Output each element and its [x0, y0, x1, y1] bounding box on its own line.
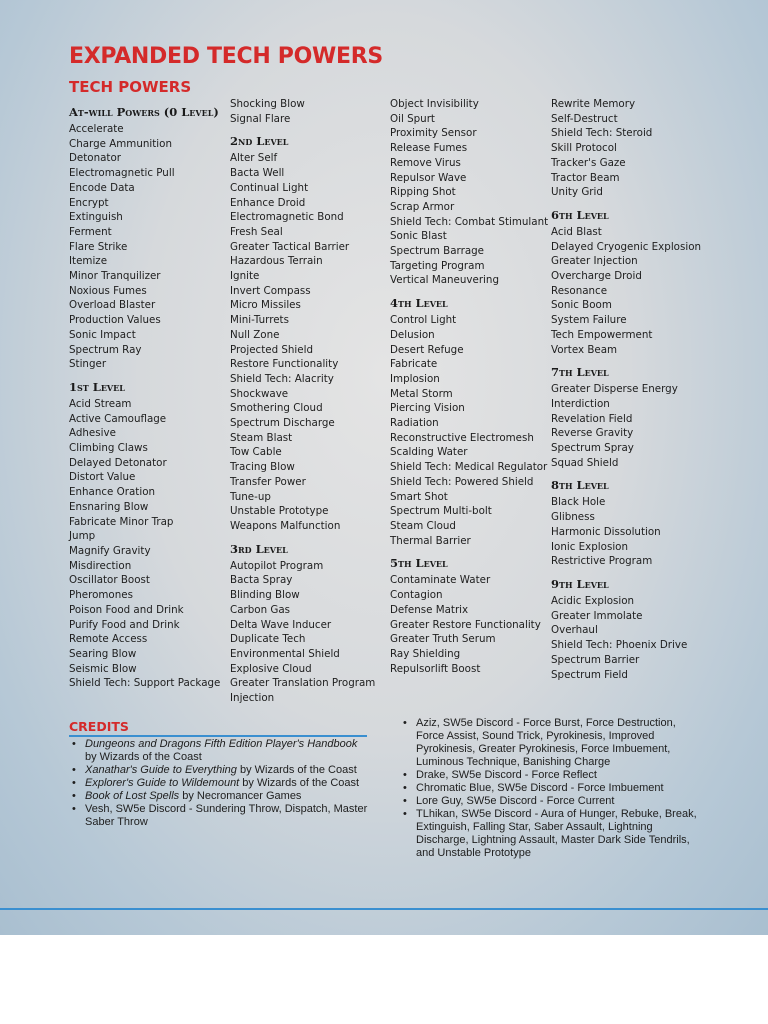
level-heading: 7th Level: [551, 365, 609, 380]
power-item: Environmental Shield: [230, 647, 340, 660]
power-item: Accelerate: [69, 123, 124, 135]
power-item: Skill Protocol: [551, 142, 617, 155]
credit-text: by Wizards of the Coast: [85, 751, 202, 763]
power-item: Reverse Gravity: [551, 427, 634, 440]
power-item: Spectrum Spray: [551, 442, 634, 455]
power-item: Weapons Malfunction: [230, 519, 341, 532]
power-item: Scalding Water: [390, 446, 468, 459]
power-item: Tech Empowerment: [551, 328, 653, 341]
powers-column-4: [551, 97, 711, 682]
power-item: Autopilot Program: [230, 559, 324, 572]
power-item: Noxious Fumes: [69, 284, 147, 297]
credit-item: • Aziz, SW5e Discord - Force Burst, Force Destruction, Force Assist, Sound Trick, Pyrokinesis, Improved Pyrokinesis, Greater Pyrokinesis, Force Imbuement, Luminous Technique, Banishing Charge: [400, 717, 700, 769]
power-list: [551, 495, 711, 569]
power-item: Encrypt: [69, 196, 109, 209]
power-item: Spectrum Ray: [69, 343, 142, 356]
power-item: Harmonic Dissolution: [551, 525, 661, 538]
power-item: Blinding Blow: [230, 589, 300, 602]
credit-text: by Wizards of the Coast: [236, 764, 357, 776]
power-item: Carbon Gas: [230, 603, 291, 616]
power-list: [69, 397, 229, 691]
power-item: Electromagnetic Pull: [69, 167, 175, 180]
power-item: Injection: [230, 692, 275, 705]
power-item: Greater Disperse Energy: [551, 383, 678, 396]
power-item: Fabricate Minor Trap: [69, 515, 174, 528]
credit-item: • TLhikan, SW5e Discord - Aura of Hunger, Rebuke, Break, Extinguish, Falling Star, Saber Assault, Lightning Discharge, Lightning Assault, Master Dark Side Tendrils, and Unstable Prototype: [400, 808, 700, 860]
power-item: Acid Blast: [551, 225, 602, 238]
power-item: Flare Strike: [69, 240, 128, 253]
power-item: Pheromones: [69, 589, 133, 602]
credit-item: • Drake, SW5e Discord - Force Reflect: [400, 769, 700, 782]
powers-column-3: [390, 97, 550, 676]
power-item: Shield Tech: Medical Regulator: [390, 461, 548, 474]
power-item: Vortex Beam: [551, 343, 618, 356]
power-item: Overhaul: [551, 624, 598, 637]
power-list: [551, 225, 711, 357]
power-item: Jump: [69, 530, 96, 543]
power-item: Metal Storm: [390, 387, 453, 400]
power-item: Misdirection: [69, 559, 132, 572]
credits-list-right: [400, 717, 700, 860]
power-item: Distort Value: [69, 471, 136, 484]
power-item: Remove Virus: [390, 156, 461, 169]
power-item: Signal Flare: [230, 112, 291, 125]
power-item: Glibness: [551, 511, 595, 524]
power-item: Greater Injection: [551, 255, 638, 268]
power-item: Overcharge Droid: [551, 270, 642, 283]
credit-text: by Necromancer Games: [179, 790, 302, 802]
power-item: Minor Tranquilizer: [69, 270, 161, 283]
power-item: Targeting Program: [390, 259, 485, 272]
power-list: [230, 151, 390, 533]
power-item: Alter Self: [230, 152, 278, 165]
power-item: Shield Tech: Alacrity: [230, 372, 334, 385]
credit-item: • Chromatic Blue, SW5e Discord - Force Imbuement: [400, 782, 700, 795]
credit-source-title: Book of Lost Spells: [85, 790, 180, 802]
power-item: Shield Tech: Phoenix Drive: [551, 639, 688, 652]
power-item: Hazardous Terrain: [230, 255, 323, 268]
power-item: Mini-Turrets: [230, 314, 289, 327]
credit-item: [69, 803, 369, 829]
level-heading: 2nd Level: [230, 134, 289, 149]
power-item: Oil Spurt: [390, 112, 435, 125]
power-item: Unity Grid: [551, 186, 603, 199]
credit-item: [69, 764, 369, 777]
power-item: Rewrite Memory: [551, 98, 636, 110]
credit-item: [69, 790, 369, 803]
power-item: Vertical Maneuvering: [390, 274, 499, 287]
power-item: Contagion: [390, 589, 443, 602]
document-title: EXPANDED TECH POWERS: [69, 44, 383, 69]
power-item: Continual Light: [230, 181, 309, 194]
power-item: Shield Tech: Powered Shield: [390, 475, 534, 488]
power-item: Sonic Impact: [69, 328, 136, 341]
power-list: [551, 382, 711, 470]
power-item: Production Values: [69, 314, 161, 327]
power-item: Itemize: [69, 255, 108, 268]
power-item: Reconstructive Electromesh: [390, 431, 534, 444]
level-heading: 6th Level: [551, 207, 609, 222]
credits-title: CREDITS: [69, 719, 367, 737]
power-item: Thermal Barrier: [390, 534, 471, 547]
power-item: Piercing Vision: [390, 402, 465, 415]
power-item: Oscillator Boost: [69, 574, 150, 587]
power-item: Active Camouflage: [69, 412, 167, 425]
power-item: Overload Blaster: [69, 299, 156, 312]
power-item: Adhesive: [69, 427, 116, 440]
credit-source-title: Xanathar's Guide to Everything: [85, 764, 237, 776]
power-item: Tune-up: [230, 490, 271, 503]
power-item: Release Fumes: [390, 142, 468, 155]
power-list: [390, 97, 550, 288]
power-item: Tracing Blow: [230, 461, 295, 474]
power-item: Null Zone: [230, 328, 280, 341]
power-item: Resonance: [551, 284, 608, 297]
power-item: Fabricate: [390, 358, 438, 371]
power-item: Remote Access: [69, 633, 148, 646]
power-item: Enhance Oration: [69, 486, 156, 499]
power-item: Enhance Droid: [230, 196, 306, 209]
bottom-divider: [0, 908, 768, 910]
power-item: Proximity Sensor: [390, 127, 477, 140]
power-item: Self-Destruct: [551, 112, 618, 125]
power-item: Radiation: [390, 417, 439, 430]
power-item: Greater Restore Functionality: [390, 618, 541, 631]
power-item: Stinger: [69, 358, 107, 371]
power-list: [230, 97, 390, 126]
credit-source-title: Dungeons and Dragons Fifth Edition Player's Handbook: [85, 738, 358, 750]
power-item: Spectrum Field: [551, 668, 628, 681]
level-heading: 9th Level: [551, 576, 609, 591]
power-item: Tow Cable: [230, 446, 282, 459]
power-item: Charge Ammunition: [69, 137, 172, 150]
power-item: Steam Cloud: [390, 519, 456, 532]
power-item: Delayed Cryogenic Explosion: [551, 240, 702, 253]
power-item: Object Invisibility: [390, 98, 479, 110]
level-heading: At-will Powers (0 Level): [69, 105, 219, 119]
credit-item: [69, 738, 369, 764]
power-item: Bacta Well: [230, 167, 285, 180]
power-list: [551, 97, 711, 200]
power-item: Spectrum Multi-bolt: [390, 505, 492, 518]
power-item: Climbing Claws: [69, 442, 148, 455]
section-title: TECH POWERS: [69, 78, 192, 96]
power-item: Shockwave: [230, 387, 289, 400]
power-item: Tractor Beam: [551, 171, 620, 184]
power-item: Ensnaring Blow: [69, 500, 149, 513]
power-item: Restrictive Program: [551, 555, 653, 568]
level-heading: 3rd Level: [230, 541, 288, 556]
power-item: Delusion: [390, 328, 435, 341]
power-item: Seismic Blow: [69, 662, 137, 675]
power-item: Greater Tactical Barrier: [230, 240, 350, 253]
power-item: Shield Tech: Steroid: [551, 127, 653, 140]
power-item: Ignite: [230, 270, 260, 283]
power-item: Scrap Armor: [390, 200, 455, 213]
powers-column-2: [230, 97, 390, 706]
power-item: Squad Shield: [551, 456, 619, 469]
power-item: Ripping Shot: [390, 186, 456, 199]
power-item: Purify Food and Drink: [69, 618, 180, 631]
power-item: System Failure: [551, 314, 627, 327]
power-item: Tracker's Gaze: [551, 156, 626, 169]
power-item: Repulsor Wave: [390, 171, 467, 184]
power-item: Spectrum Discharge: [230, 417, 335, 430]
level-heading: 8th Level: [551, 478, 609, 493]
power-item: Shield Tech: Combat Stimulant: [390, 215, 549, 228]
power-item: Shield Tech: Support Package: [69, 677, 221, 690]
power-item: Unstable Prototype: [230, 505, 329, 518]
powers-column-1: [69, 97, 229, 691]
power-item: Projected Shield: [230, 343, 314, 356]
power-list: [551, 594, 711, 682]
power-item: Black Hole: [551, 496, 606, 509]
power-item: Control Light: [390, 314, 457, 327]
credits-list-left: [69, 738, 369, 829]
power-item: Implosion: [390, 372, 440, 385]
credit-text: by Wizards of the Coast: [239, 777, 360, 789]
credit-item: • Lore Guy, SW5e Discord - Force Current: [400, 795, 700, 808]
power-item: Desert Refuge: [390, 343, 464, 356]
power-item: Acid Stream: [69, 397, 132, 410]
power-item: Spectrum Barrier: [551, 653, 640, 666]
level-heading: 4th Level: [390, 296, 448, 311]
level-heading: 5th Level: [390, 556, 448, 571]
power-item: Electromagnetic Bond: [230, 211, 344, 224]
power-item: Explosive Cloud: [230, 662, 312, 675]
power-item: Repulsorlift Boost: [390, 662, 481, 675]
power-item: Restore Functionality: [230, 358, 339, 371]
power-item: Fresh Seal: [230, 225, 283, 238]
power-item: Micro Missiles: [230, 299, 301, 312]
power-item: Detonator: [69, 152, 122, 165]
power-item: Delayed Detonator: [69, 456, 167, 469]
power-item: Acidic Explosion: [551, 594, 635, 607]
power-item: Smothering Cloud: [230, 402, 323, 415]
power-item: Greater Translation Program: [230, 677, 376, 690]
power-item: Greater Truth Serum: [390, 633, 496, 646]
power-item: Extinguish: [69, 211, 123, 224]
power-item: Sonic Boom: [551, 299, 612, 312]
power-item: Greater Immolate: [551, 609, 643, 622]
power-list: [390, 313, 550, 548]
power-item: Smart Shot: [390, 490, 448, 503]
power-item: Ray Shielding: [390, 647, 461, 660]
power-list: [69, 122, 229, 372]
power-item: Poison Food and Drink: [69, 603, 184, 616]
power-item: Magnify Gravity: [69, 544, 151, 557]
credit-text: Vesh, SW5e Discord - Sundering Throw, Dispatch, Master Saber Throw: [85, 803, 368, 828]
power-item: Invert Compass: [230, 284, 311, 297]
credit-item: [69, 777, 369, 790]
power-item: Ferment: [69, 225, 112, 238]
power-item: Delta Wave Inducer: [230, 618, 332, 631]
power-list: [390, 573, 550, 676]
power-item: Encode Data: [69, 181, 135, 194]
power-item: Duplicate Tech: [230, 633, 306, 646]
power-item: Ionic Explosion: [551, 540, 629, 553]
power-item: Bacta Spray: [230, 574, 293, 587]
power-item: Searing Blow: [69, 647, 137, 660]
power-item: Revelation Field: [551, 412, 633, 425]
power-list: [230, 559, 390, 706]
power-item: Transfer Power: [230, 475, 306, 488]
power-item: Spectrum Barrage: [390, 245, 485, 258]
power-item: Contaminate Water: [390, 574, 491, 587]
power-item: Shocking Blow: [230, 98, 305, 110]
power-item: Steam Blast: [230, 431, 293, 444]
credit-source-title: Explorer's Guide to Wildemount: [85, 777, 240, 789]
level-heading: 1st Level: [69, 379, 125, 394]
power-item: Defense Matrix: [390, 603, 469, 616]
power-item: Sonic Blast: [390, 230, 447, 243]
power-item: Interdiction: [551, 397, 610, 410]
